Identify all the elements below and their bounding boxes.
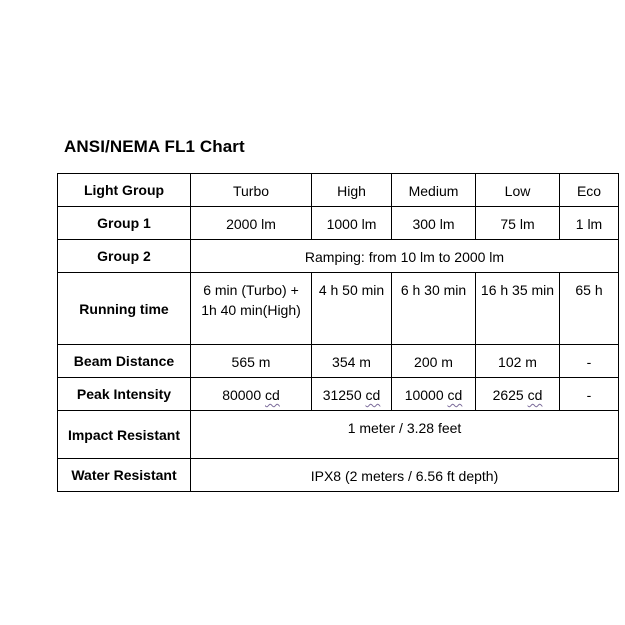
row-label-impact-resistant: Impact Resistant	[58, 411, 191, 459]
intensity-low: 2625 cd	[476, 378, 560, 411]
runtime-low: 16 h 35 min	[476, 273, 560, 345]
runtime-high: 4 h 50 min	[312, 273, 392, 345]
table-row-water-resistant	[58, 459, 619, 492]
water-value: IPX8 (2 meters / 6.56 ft depth)	[191, 459, 619, 492]
intensity-medium: 10000 cd	[392, 378, 476, 411]
beam-low: 102 m	[476, 345, 560, 378]
unit-cd: cd	[447, 387, 463, 403]
row-label-light-group: Light Group	[58, 174, 191, 207]
unit-cd: cd	[265, 387, 280, 403]
table-row-beam-distance	[58, 345, 619, 378]
group1-low: 75 lm	[476, 207, 560, 240]
mode-header-eco: Eco	[560, 174, 619, 207]
row-label-water-resistant: Water Resistant	[58, 459, 191, 492]
runtime-eco: 65 h	[560, 273, 619, 345]
table-row-impact-resistant	[58, 411, 619, 459]
beam-high: 354 m	[312, 345, 392, 378]
chart-title: ANSI/NEMA FL1 Chart	[64, 137, 245, 156]
mode-header-high: High	[312, 174, 392, 207]
row-label-running-time: Running time	[58, 273, 191, 345]
unit-cd: cd	[527, 387, 543, 403]
impact-value: 1 meter / 3.28 feet	[191, 411, 619, 459]
unit-cd: cd	[365, 387, 381, 403]
intensity-eco: -	[560, 378, 619, 411]
intensity-high: 31250 cd	[312, 378, 392, 411]
beam-eco: -	[560, 345, 619, 378]
group1-high: 1000 lm	[312, 207, 392, 240]
beam-turbo: 565 m	[191, 345, 312, 378]
mode-header-low: Low	[476, 174, 560, 207]
mode-header-medium: Medium	[392, 174, 476, 207]
group1-medium: 300 lm	[392, 207, 476, 240]
row-label-beam-distance: Beam Distance	[58, 345, 191, 378]
intensity-turbo: 80000 cd	[191, 378, 312, 411]
group1-eco: 1 lm	[560, 207, 619, 240]
table-row-running-time	[58, 273, 619, 345]
row-label-peak-intensity: Peak Intensity	[58, 378, 191, 411]
fl1-spec-table	[57, 173, 619, 492]
runtime-turbo: 6 min (Turbo) + 1h 40 min(High)	[191, 273, 312, 345]
mode-header-turbo: Turbo	[191, 174, 312, 207]
table-row-group1	[58, 207, 619, 240]
group1-turbo: 2000 lm	[191, 207, 312, 240]
row-label-group1: Group 1	[58, 207, 191, 240]
beam-medium: 200 m	[392, 345, 476, 378]
group2-ramping: Ramping: from 10 lm to 2000 lm	[191, 240, 619, 273]
row-label-group2: Group 2	[58, 240, 191, 273]
table-row-header	[58, 174, 619, 207]
runtime-medium: 6 h 30 min	[392, 273, 476, 345]
table-row-group2	[58, 240, 619, 273]
table-row-peak-intensity	[58, 378, 619, 411]
